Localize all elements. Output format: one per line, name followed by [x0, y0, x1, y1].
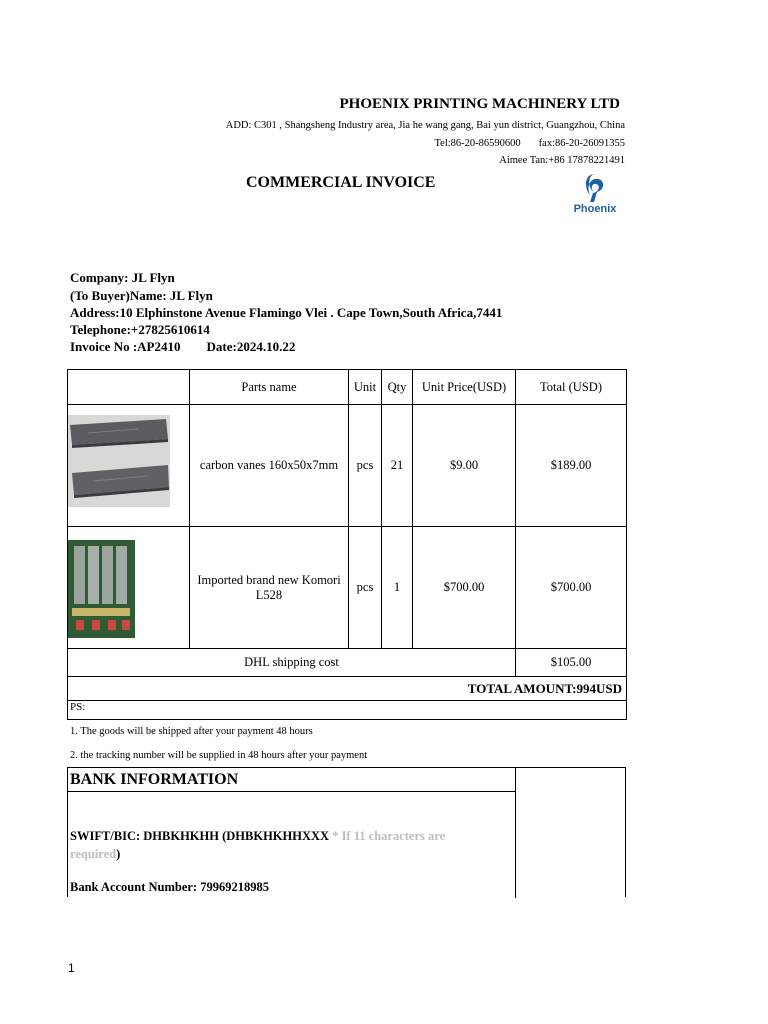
- company-name: PHOENIX PRINTING MACHINERY LTD: [339, 96, 620, 112]
- header-unit-price: Unit Price(USD): [413, 370, 516, 405]
- shipping-label: DHL shipping cost: [68, 649, 516, 677]
- shipping-total: $105.00: [516, 649, 627, 677]
- table-header-row: [68, 370, 627, 405]
- invoice-number: Invoice No :AP2410: [70, 339, 181, 354]
- company-contact-person: Aimee Tan:+86 17878221491: [499, 155, 625, 166]
- phoenix-logo: [572, 173, 618, 217]
- total-amount: TOTAL AMOUNT:994USD: [68, 677, 627, 701]
- carbon-vanes-image: [68, 415, 170, 507]
- item-unit-price: $9.00: [413, 405, 516, 527]
- note-2: 2. the tracking number will be supplied in 48 hours after your payment: [70, 750, 368, 761]
- header-qty: Qty: [382, 370, 413, 405]
- header-total: Total (USD): [516, 370, 627, 405]
- swift-label: SWIFT/BIC: DHBKHKHH (DHBKHKHHXXX: [70, 829, 330, 843]
- company-tel: Tel:86-20-86590600: [434, 138, 521, 149]
- swift-code: [70, 827, 490, 863]
- header-image: [68, 370, 190, 405]
- item-qty: 1: [382, 527, 413, 649]
- item-total: $700.00: [516, 527, 627, 649]
- note-1: 1. The goods will be shipped after your payment 48 hours: [70, 726, 313, 737]
- item-name: carbon vanes 160x50x7mm: [190, 405, 349, 527]
- company-fax: fax:86-20-26091355: [538, 138, 625, 149]
- header-unit: Unit: [349, 370, 382, 405]
- bank-account-number: Bank Account Number: 79969218985: [70, 880, 269, 894]
- page-number: 1: [68, 961, 75, 975]
- circuit-board-image: [68, 540, 135, 638]
- buyer-name: (To Buyer)Name: JL Flyn: [70, 288, 213, 303]
- product-image-cell: [68, 527, 190, 649]
- items-table: [67, 369, 627, 720]
- item-total: $189.00: [516, 405, 627, 527]
- company-address: ADD: C301 , Shangsheng Industry area, Jia he wang gang, Bai yun district, Guangzhou, China: [225, 120, 625, 131]
- ps-row: [68, 701, 627, 720]
- bank-title: BANK INFORMATION: [70, 771, 239, 788]
- item-unit: pcs: [349, 527, 382, 649]
- phoenix-logo-text: Phoenix: [573, 203, 617, 215]
- item-unit-price: $700.00: [413, 527, 516, 649]
- buyer-company: Company: JL Flyn: [70, 270, 175, 285]
- buyer-telephone: Telephone:+27825610614: [70, 322, 210, 337]
- ps-label: PS:: [68, 701, 627, 720]
- invoice-meta: [70, 339, 295, 355]
- swift-note: * If 11 characters are required: [70, 829, 446, 861]
- item-name: Imported brand new Komori L528: [190, 527, 349, 649]
- document-title: COMMERCIAL INVOICE: [246, 174, 436, 191]
- phoenix-logo-icon: [572, 173, 618, 205]
- buyer-address: Address:10 Elphinstone Avenue Flamingo Vlei . Cape Town,South Africa,7441: [70, 305, 503, 320]
- company-contact-line: [435, 138, 626, 149]
- invoice-date: Date:2024.10.22: [206, 339, 296, 354]
- bank-information-box: [67, 767, 626, 897]
- header-parts-name: Parts name: [190, 370, 349, 405]
- item-qty: 21: [382, 405, 413, 527]
- total-row: [68, 677, 627, 701]
- bank-title-divider: [68, 791, 516, 792]
- product-image-cell: [68, 405, 190, 527]
- bank-divider: [515, 768, 516, 898]
- table-row: [68, 405, 627, 527]
- shipping-row: [68, 649, 627, 677]
- item-unit: pcs: [349, 405, 382, 527]
- swift-close: ): [116, 847, 121, 861]
- table-row: [68, 527, 627, 649]
